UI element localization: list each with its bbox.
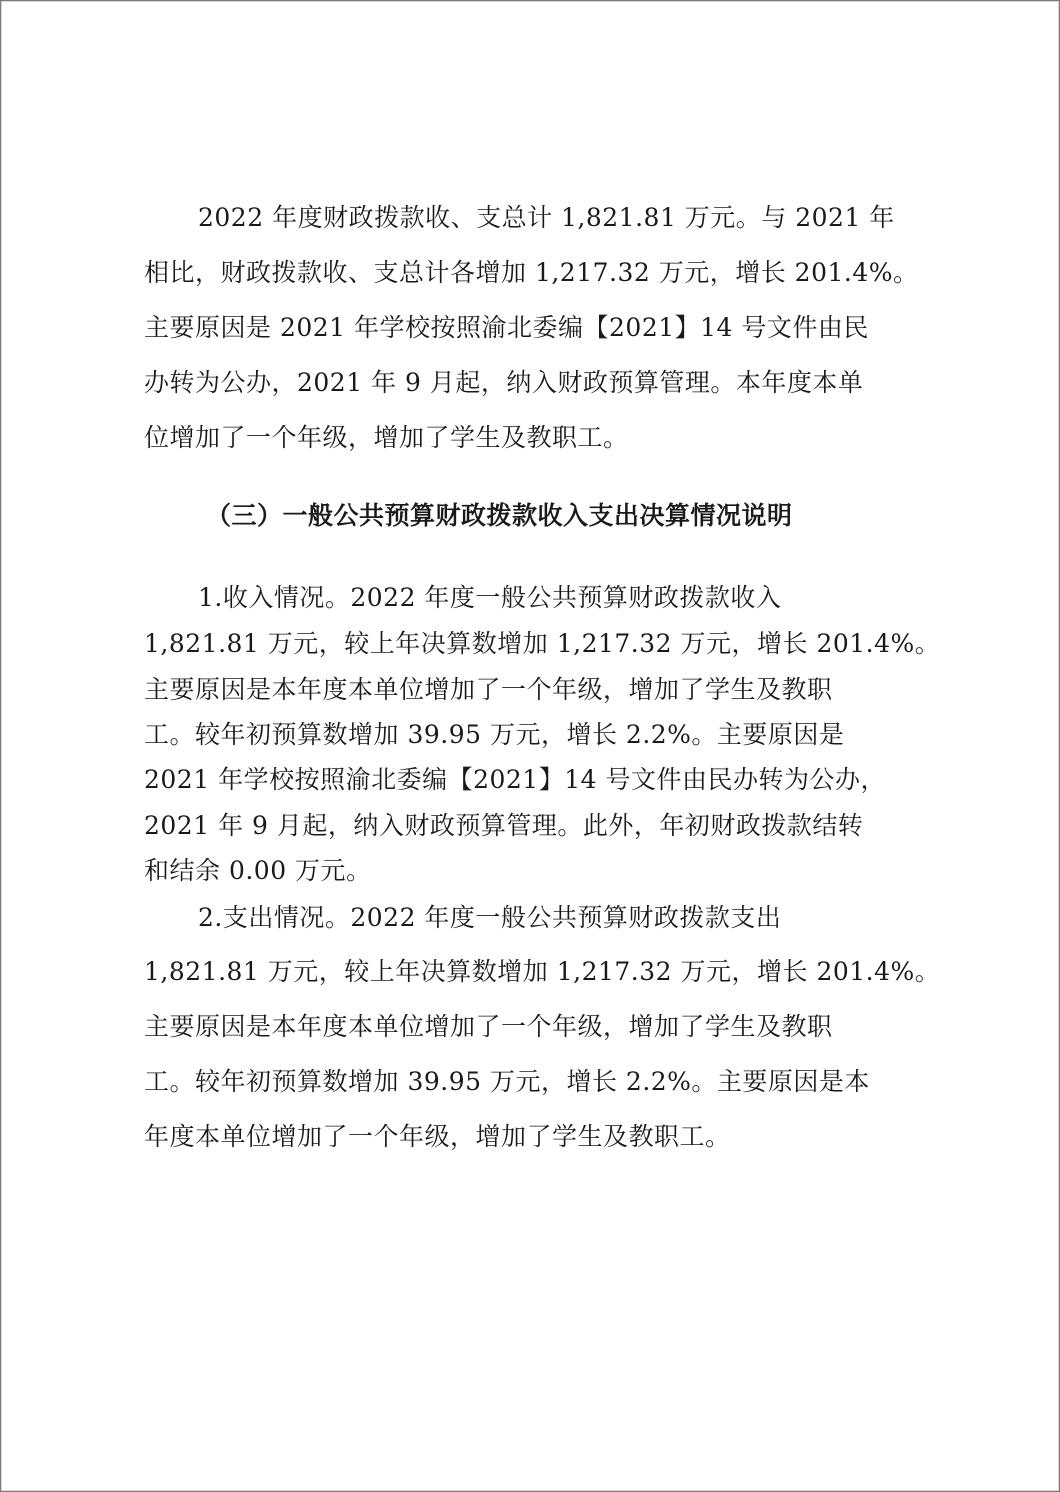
paragraph-2-line-4: 工。较年初预算数增加 39.95 万元，增长 2.2%。主要原因是 (144, 720, 845, 749)
paragraph-2-line-2: 1,821.81 万元，较上年决算数增加 1,217.32 万元，增长 201.4%。 (144, 629, 941, 658)
paragraph-2-line-6: 2021 年 9 月起，纳入财政预算管理。此外，年初财政拨款结转 (144, 811, 864, 840)
paragraph-1-line-2: 相比，财政拨款收、支总计各增加 1,217.32 万元，增长 201.4%。 (144, 258, 919, 287)
paragraph-2-line-5: 2021 年学校按照渝北委编【2021】14 号文件由民办转为公办， (144, 765, 886, 794)
paragraph-1-line-5: 位增加了一个年级，增加了学生及教职工。 (144, 423, 629, 452)
paragraph-2-line-1: 1.收入情况。2022 年度一般公共预算财政拨款收入 (198, 583, 782, 612)
paragraph-1-line-1: 2022 年度财政拨款收、支总计 1,821.81 万元。与 2021 年 (198, 203, 895, 232)
paragraph-1-line-4: 办转为公办，2021 年 9 月起，纳入财政预算管理。本年度本单 (144, 368, 864, 397)
paragraph-2-line-7: 和结余 0.00 万元。 (144, 856, 372, 885)
paragraph-2-line-3: 主要原因是本年度本单位增加了一个年级，增加了学生及教职 (144, 675, 833, 704)
paragraph-3-line-5: 年度本单位增加了一个年级，增加了学生及教职工。 (144, 1122, 731, 1151)
paragraph-3-line-1: 2.支出情况。2022 年度一般公共预算财政拨款支出 (198, 903, 782, 932)
paragraph-3-line-4: 工。较年初预算数增加 39.95 万元，增长 2.2%。主要原因是本 (144, 1067, 870, 1096)
paragraph-1-line-3: 主要原因是 2021 年学校按照渝北委编【2021】14 号文件由民 (144, 313, 869, 342)
paragraph-3-line-3: 主要原因是本年度本单位增加了一个年级，增加了学生及教职 (144, 1012, 833, 1041)
section-heading: （三）一般公共预算财政拨款收入支出决算情况说明 (206, 501, 793, 530)
paragraph-3-line-2: 1,821.81 万元，较上年决算数增加 1,217.32 万元，增长 201.4%。 (144, 957, 941, 986)
